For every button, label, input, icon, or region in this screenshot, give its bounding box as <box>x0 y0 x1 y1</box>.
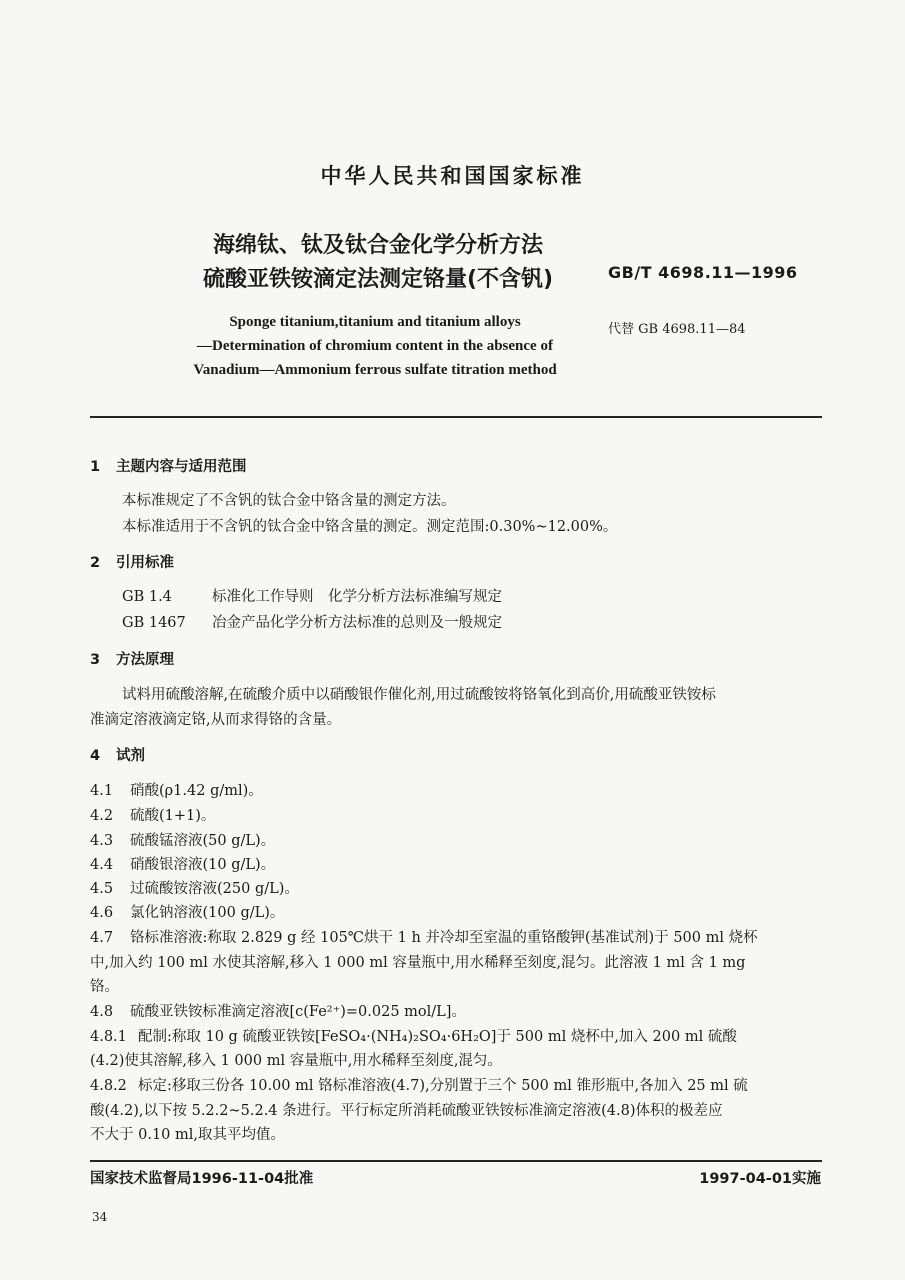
section-number: 1 <box>90 459 101 475</box>
section-4-heading <box>90 744 145 765</box>
item-number: 4.2 <box>90 808 114 824</box>
section-1-paragraph-2: 本标准适用于不含钒的钛合金中铬含量的测定。测定范围:0.30%~12.00%。 <box>122 519 618 535</box>
item-number: 4.8.2 <box>90 1078 127 1094</box>
item-number: 4.4 <box>90 857 114 873</box>
section-title: 试剂 <box>116 748 145 764</box>
item-text: 硝酸银溶液(10 g/L)。 <box>130 857 276 873</box>
reagent-item <box>90 804 215 825</box>
section-number: 4 <box>90 748 101 764</box>
item-number: 4.1 <box>90 783 114 799</box>
section-2-heading <box>90 551 174 572</box>
reagent-item-4-7-line-2: 中,加入约 100 ml 水使其溶解,移入 1 000 ml 容量瓶中,用水稀释至刻度,混匀。此溶液 1 ml 含 1 mg <box>90 955 746 971</box>
item-text: 硝酸(ρ1.42 g/ml)。 <box>130 783 263 799</box>
english-title-line-1: Sponge titanium,titanium and titanium alloys <box>229 314 521 330</box>
item-text: 铬标准溶液:称取 2.829 g 经 105℃烘干 1 h 并冷却至室温的重铬酸钾(基准试剂)于 500 ml 烧杯 <box>130 930 758 946</box>
reagent-item-4-8 <box>90 1000 466 1021</box>
item-number: 4.7 <box>90 930 114 946</box>
reagent-item-4-8-2-line-2: 酸(4.2),以下按 5.2.2~5.2.4 条进行。平行标定所消耗硫酸亚铁铵标准滴定溶液(4.8)体积的极差应 <box>90 1103 723 1119</box>
item-text: 标定:移取三份各 10.00 ml 铬标准溶液(4.7),分别置于三个 500 ml 锥形瓶中,各加入 25 ml 硫 <box>138 1078 748 1094</box>
section-title: 方法原理 <box>116 652 174 668</box>
section-3-paragraph-line-1: 试料用硫酸溶解,在硫酸介质中以硝酸银作催化剂,用过硫酸铵将铬氧化到高价,用硫酸亚铁铵标 <box>122 687 716 703</box>
reagent-item <box>90 829 275 850</box>
item-text: 硫酸(1+1)。 <box>130 808 216 824</box>
reference-code: GB 1.4 <box>122 589 172 605</box>
english-title-line-2: —Determination of chromium content in the absence of <box>197 338 553 354</box>
title-line-2: 硫酸亚铁铵滴定法测定铬量(不含钒) <box>202 267 554 292</box>
item-number: 4.5 <box>90 881 114 897</box>
replaces-note: 代替 GB 4698.11—84 <box>608 322 746 337</box>
reagent-item <box>90 779 263 800</box>
title-line-1: 海绵钛、钛及钛合金化学分析方法 <box>212 233 543 258</box>
footer-divider <box>90 1160 822 1162</box>
reagent-item-4-8-2-line-3: 不大于 0.10 ml,取其平均值。 <box>90 1127 285 1143</box>
reagent-item <box>90 901 284 922</box>
reagent-item-4-7-line-3: 铬。 <box>90 979 119 995</box>
item-text: 氯化钠溶液(100 g/L)。 <box>130 905 285 921</box>
item-number: 4.8.1 <box>90 1029 127 1045</box>
approval-date: 国家技术监督局1996-11-04批准 <box>90 1171 314 1187</box>
item-number: 4.8 <box>90 1004 114 1020</box>
english-title-line-3: Vanadium—Ammonium ferrous sulfate titration method <box>193 362 557 378</box>
item-number: 4.6 <box>90 905 114 921</box>
reagent-item <box>90 853 275 874</box>
item-text: 过硫酸铵溶液(250 g/L)。 <box>130 881 299 897</box>
reference-code: GB 1467 <box>122 615 186 631</box>
section-3-paragraph-line-2: 准滴定溶液滴定铬,从而求得铬的含量。 <box>90 712 342 728</box>
reference-text: 冶金产品化学分析方法标准的总则及一般规定 <box>212 615 502 631</box>
effective-date: 1997-04-01实施 <box>699 1171 821 1187</box>
section-1-paragraph-1: 本标准规定了不含钒的钛合金中铬含量的测定方法。 <box>122 493 456 509</box>
section-title: 引用标准 <box>116 555 174 571</box>
page-number: 34 <box>92 1210 108 1224</box>
reagent-item-4-8-2-line-1 <box>90 1074 748 1095</box>
reference-item <box>122 585 502 606</box>
section-title: 主题内容与适用范围 <box>116 459 247 475</box>
item-text: 配制:称取 10 g 硫酸亚铁铵[FeSO₄·(NH₄)₂SO₄·6H₂O]于 500 ml 烧杯中,加入 200 ml 硫酸 <box>138 1029 737 1045</box>
national-standard-heading: 中华人民共和国国家标准 <box>320 164 585 188</box>
reagent-item-4-8-1-line-2: (4.2)使其溶解,移入 1 000 ml 容量瓶中,用水稀释至刻度,混匀。 <box>90 1053 502 1069</box>
standard-code: GB/T 4698.11—1996 <box>608 263 798 282</box>
reference-item <box>122 611 502 632</box>
section-number: 2 <box>90 555 101 571</box>
reagent-item-4-7-line-1 <box>90 926 758 947</box>
item-number: 4.3 <box>90 833 114 849</box>
header-divider <box>90 416 822 418</box>
reagent-item <box>90 877 299 898</box>
section-3-heading <box>90 648 174 669</box>
reagent-item-4-8-1-line-1 <box>90 1025 737 1046</box>
item-text: 硫酸亚铁铵标准滴定溶液[c(Fe²⁺)=0.025 mol/L]。 <box>130 1004 466 1020</box>
section-number: 3 <box>90 652 101 668</box>
reference-text: 标准化工作导则 化学分析方法标准编写规定 <box>212 589 502 605</box>
item-text: 硫酸锰溶液(50 g/L)。 <box>130 833 276 849</box>
section-1-heading <box>90 455 247 476</box>
